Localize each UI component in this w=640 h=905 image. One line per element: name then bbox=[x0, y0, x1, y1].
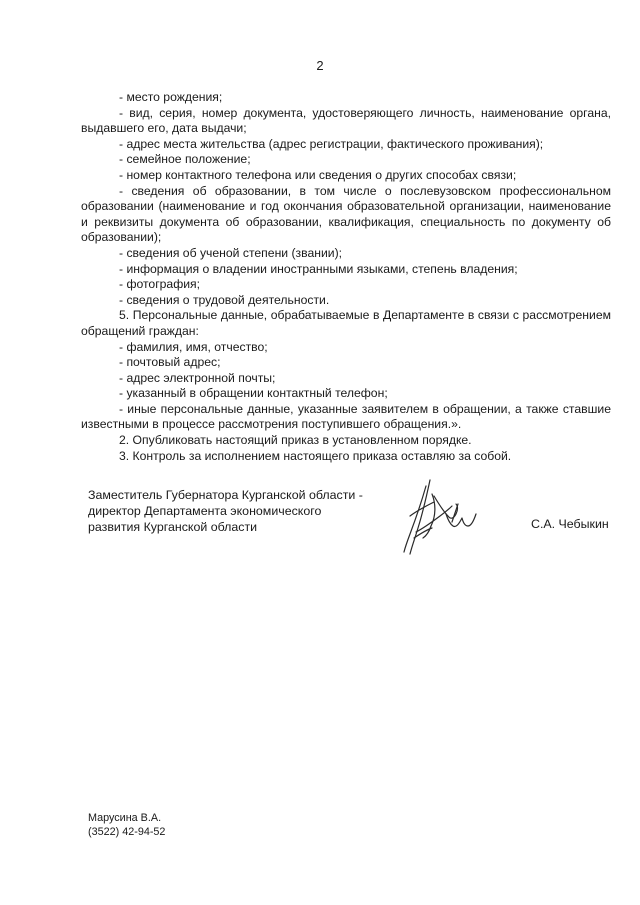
section-heading: 5. Персональные данные, обрабатываемые в Департаменте в связи с рассмотрением обращений граждан: bbox=[81, 308, 611, 338]
handwritten-signature bbox=[396, 476, 482, 558]
list-item: - адрес места жительства (адрес регистрации, фактического проживания); bbox=[119, 136, 544, 151]
list-item: - адрес электронной почты; bbox=[119, 370, 276, 385]
list-item: - сведения о трудовой деятельности. bbox=[119, 292, 330, 307]
list-item: - информация о владении иностранными языками, степень владения; bbox=[119, 261, 518, 276]
document-body bbox=[81, 90, 611, 464]
list-item: - фотография; bbox=[119, 277, 201, 292]
signer-position bbox=[88, 488, 388, 535]
list-item: - почтовый адрес; bbox=[119, 355, 221, 370]
list-item: - номер контактного телефона или сведения о других способах связи; bbox=[119, 167, 517, 182]
list-item: - фамилия, имя, отчество; bbox=[119, 339, 268, 354]
list-item: - место рождения; bbox=[119, 90, 223, 104]
list-item: - сведения об образовании, в том числе о послевузовском профессиональном образовании (наименование и год окончания образовательной организации, наименование и реквизиты документа об образовании, квалификация, специальность по документу об образовании); bbox=[81, 183, 611, 245]
order-clause: 2. Опубликовать настоящий приказ в установленном порядке. bbox=[119, 433, 472, 448]
signer-name: С.А. Чебыкин bbox=[531, 517, 609, 531]
signer-position-line: Заместитель Губернатора Курганской области - bbox=[88, 488, 363, 502]
list-item: - сведения об ученой степени (звании); bbox=[119, 245, 343, 260]
order-clause: 3. Контроль за исполнением настоящего приказа оставляю за собой. bbox=[119, 448, 512, 463]
list-item: - иные персональные данные, указанные заявителем в обращении, а также ставшие известными в процессе рассмотрения поступившего обращения.». bbox=[81, 401, 611, 432]
executor-footer bbox=[88, 812, 165, 840]
signer-position-line: директор Департамента экономического bbox=[88, 503, 322, 518]
executor-phone: (3522) 42-94-52 bbox=[88, 825, 166, 838]
executor-name: Марусина В.А. bbox=[88, 812, 162, 824]
list-item: - вид, серия, номер документа, удостоверяющего личность, наименование органа, выдавшего его, дата выдачи; bbox=[81, 105, 611, 136]
list-item: - указанный в обращении контактный телефон; bbox=[119, 386, 388, 401]
signer-position-line: развития Курганской области bbox=[88, 519, 258, 534]
page-number: 2 bbox=[316, 58, 324, 73]
list-item: - семейное положение; bbox=[119, 152, 251, 167]
